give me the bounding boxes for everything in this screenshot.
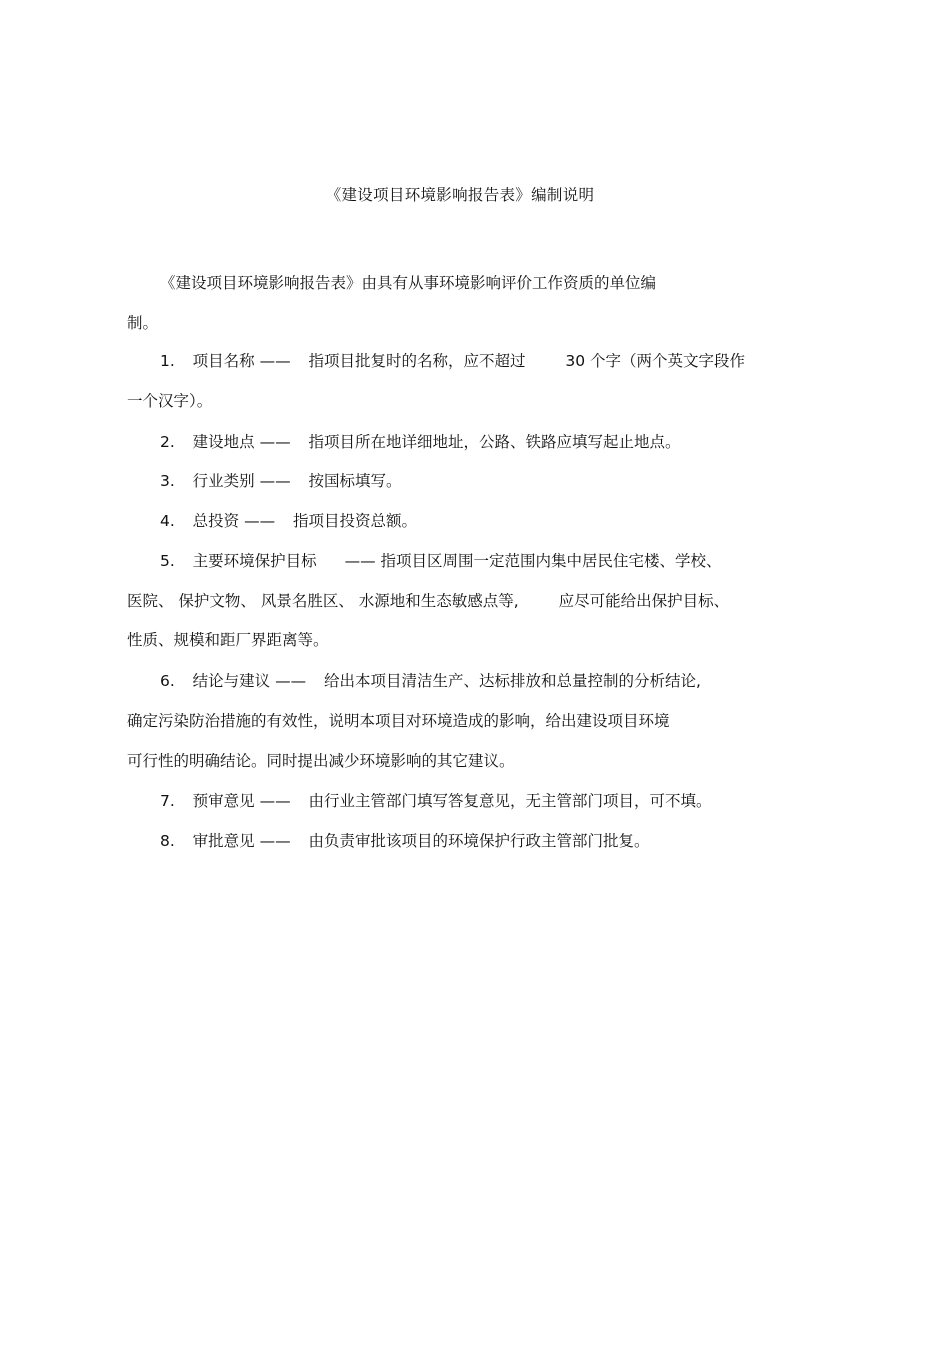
item-number: 5.: [160, 552, 175, 570]
item-6-continuation-2: 可行性的明确结论。同时提出减少环境影响的其它建议。: [127, 752, 515, 770]
item-6-continuation-1: 确定污染防治措施的有效性，说明本项目对环境造成的影响，给出建设项目环境: [127, 712, 670, 730]
item-8: [160, 831, 650, 851]
item-body: 由负责审批该项目的环境保护行政主管部门批复。: [308, 832, 650, 850]
item-body: 指项目批复时的名称，应不超过: [308, 352, 526, 370]
item-body: 由行业主管部门填写答复意见，无主管部门项目，可不填。: [308, 792, 712, 810]
item-5-continuation: [127, 591, 729, 611]
item-1-continuation: 一个汉字）。: [127, 392, 213, 410]
item-2: [160, 432, 681, 452]
document-title: 《建设项目环境影响报告表》编制说明: [325, 186, 595, 204]
item-5-continuation-a: 医院、 保护文物、 风景名胜区、 水源地和生态敏感点等,: [127, 592, 519, 610]
item-body: —— 指项目区周围一定范围内集中居民住宅楼、学校、: [344, 552, 722, 570]
item-body: 指项目所在地详细地址，公路、铁路应填写起止地点。: [308, 433, 681, 451]
item-heading: 结论与建议 ——: [192, 672, 307, 690]
item-body: 按国标填写。: [308, 472, 402, 490]
item-heading: 主要环境保护目标: [192, 552, 317, 570]
item-number: 6.: [160, 672, 175, 690]
item-number: 7.: [160, 792, 175, 810]
item-number: 1.: [160, 352, 175, 370]
item-heading: 建设地点 ——: [192, 433, 291, 451]
intro-line-1: 《建设项目环境影响报告表》由具有从事环境影响评价工作资质的单位编: [160, 274, 657, 292]
item-7: [160, 791, 712, 811]
item-heading: 项目名称 ——: [192, 352, 291, 370]
item-heading: 审批意见 ——: [192, 832, 291, 850]
item-heading: 行业类别 ——: [192, 472, 291, 490]
item-4: [160, 511, 417, 531]
item-body-continued: 30 个字（两个英文字段作: [565, 352, 746, 370]
item-body: 给出本项目清洁生产、达标排放和总量控制的分析结论,: [323, 672, 701, 690]
item-1: [160, 351, 745, 371]
item-number: 4.: [160, 512, 175, 530]
item-number: 8.: [160, 832, 175, 850]
item-number: 2.: [160, 433, 175, 451]
item-heading: 预审意见 ——: [192, 792, 291, 810]
item-heading: 总投资 ——: [192, 512, 276, 530]
item-number: 3.: [160, 472, 175, 490]
item-body: 指项目投资总额。: [292, 512, 417, 530]
item-5-continuation-2: 性质、规模和距厂界距离等。: [127, 631, 329, 649]
intro-line-2: 制。: [127, 314, 159, 332]
item-5-continuation-b: 应尽可能给出保护目标、: [558, 592, 730, 610]
item-3: [160, 471, 402, 491]
item-6: [160, 671, 701, 691]
item-5: [160, 551, 722, 571]
